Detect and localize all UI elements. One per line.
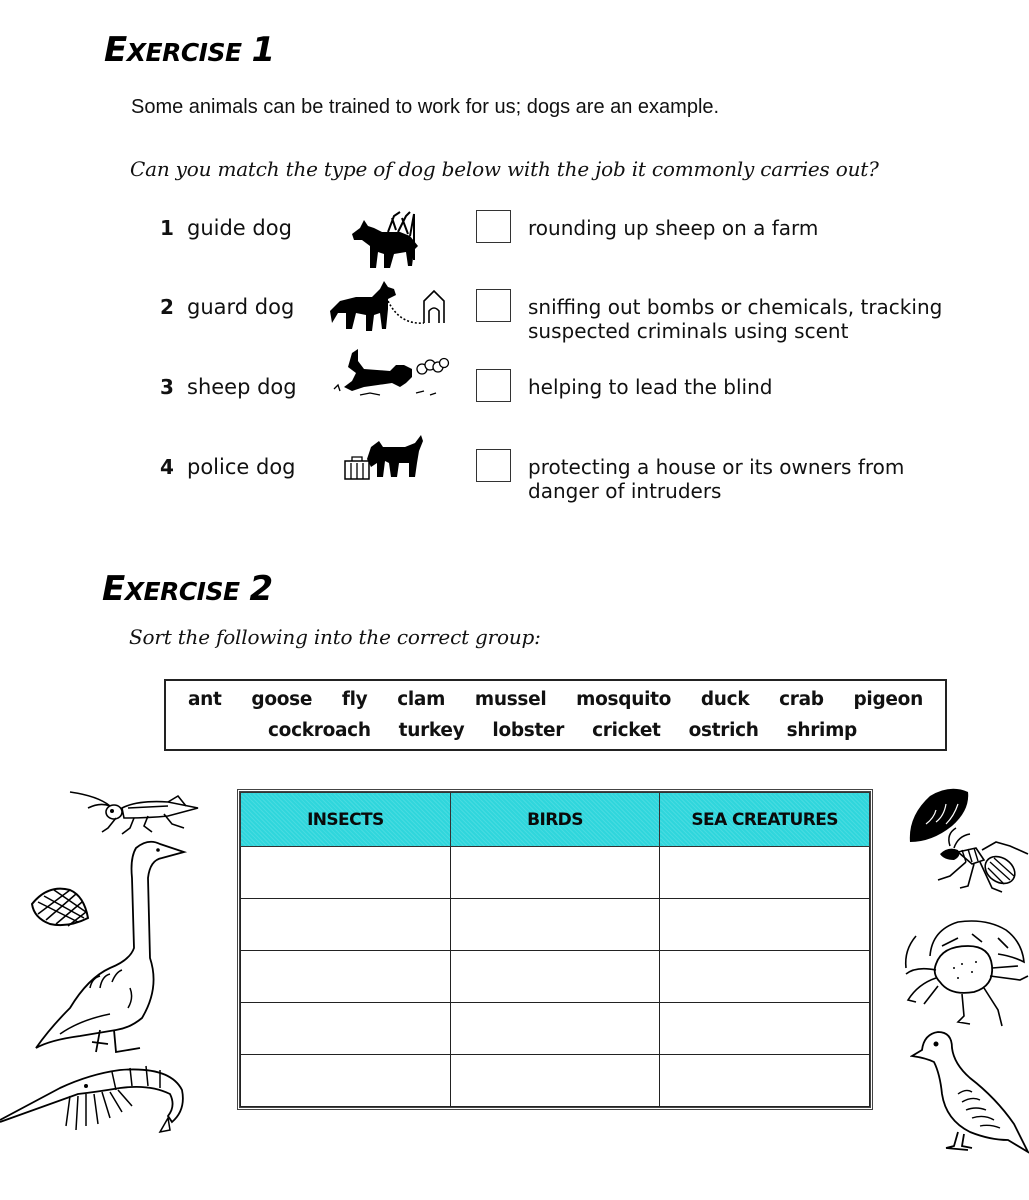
guard-dog-icon	[328, 279, 453, 339]
job-line: rounding up sheep on a farm	[528, 216, 819, 240]
title-number: 2	[249, 569, 273, 609]
answer-box-1[interactable]	[476, 210, 511, 243]
word-cockroach: cockroach	[268, 720, 371, 741]
cell-sea-creatures[interactable]	[660, 899, 870, 951]
title-initial: E	[104, 30, 127, 70]
word-duck: duck	[700, 689, 750, 710]
pigeon-icon	[910, 1028, 1029, 1158]
dog-name: police dog	[187, 455, 296, 479]
sheep-dog-icon	[330, 347, 455, 402]
cell-sea-creatures[interactable]	[660, 847, 870, 899]
title-number: 1	[251, 30, 275, 70]
police-dog-icon	[343, 433, 433, 485]
cell-sea-creatures[interactable]	[660, 951, 870, 1003]
answer-box-2[interactable]	[476, 289, 511, 322]
job-line: protecting a house or its owners from	[528, 455, 905, 479]
shrimp-icon	[0, 1060, 190, 1140]
guide-dog-icon	[348, 210, 428, 275]
dog-number: 4	[160, 455, 174, 479]
match-row-2	[160, 295, 990, 355]
job-line: danger of intruders	[528, 479, 722, 503]
header-birds: BIRDS	[450, 793, 660, 847]
match-row-4	[160, 455, 990, 515]
table-row	[241, 1003, 870, 1055]
cell-insects[interactable]	[241, 847, 451, 899]
exercise-2-instruction: Sort the following into the correct group:	[129, 625, 541, 649]
table-row	[241, 1055, 870, 1107]
table-row	[241, 951, 870, 1003]
cell-sea-creatures[interactable]	[660, 1055, 870, 1107]
cell-sea-creatures[interactable]	[660, 1003, 870, 1055]
header-insects: INSECTS	[241, 793, 451, 847]
cell-birds[interactable]	[450, 1003, 660, 1055]
title-rest: XERCISE	[126, 38, 242, 67]
dog-name: guide dog	[187, 216, 292, 240]
job-description-3	[528, 375, 988, 399]
word-cricket: cricket	[592, 720, 661, 741]
match-row-1	[160, 216, 990, 276]
job-line: sniffing out bombs or chemicals, tracking	[528, 295, 943, 319]
word-mussel: mussel	[474, 689, 547, 710]
title-initial: E	[102, 569, 125, 609]
header-sea-creatures: SEA CREATURES	[660, 793, 870, 847]
word-shrimp: shrimp	[786, 720, 857, 741]
word-crab: crab	[779, 689, 824, 710]
crab-icon	[902, 916, 1029, 1036]
exercise-1-intro: Some animals can be trained to work for us; dogs are an example.	[131, 96, 720, 118]
job-line: suspected criminals using scent	[528, 319, 849, 343]
word-pigeon: pigeon	[853, 689, 923, 710]
dog-number: 1	[160, 216, 174, 240]
cricket-icon	[68, 788, 203, 838]
dog-number: 3	[160, 375, 174, 399]
word-bank-line-2	[268, 720, 857, 741]
cell-birds[interactable]	[450, 899, 660, 951]
cell-birds[interactable]	[450, 847, 660, 899]
table-row	[241, 899, 870, 951]
exercise-1-instruction: Can you match the type of dog below with the job it commonly carries out?	[130, 157, 879, 181]
table-row	[241, 847, 870, 899]
word-bank-line-1	[188, 689, 923, 710]
word-goose: goose	[251, 689, 313, 710]
cell-insects[interactable]	[241, 899, 451, 951]
cell-insects[interactable]	[241, 951, 451, 1003]
answer-box-4[interactable]	[476, 449, 511, 482]
sorting-table	[237, 789, 873, 1110]
table-header-row	[241, 793, 870, 847]
cell-insects[interactable]	[241, 1003, 451, 1055]
dog-number: 2	[160, 295, 174, 319]
dog-name: sheep dog	[187, 375, 297, 399]
word-ostrich: ostrich	[688, 720, 759, 741]
cell-birds[interactable]	[450, 1055, 660, 1107]
dog-name: guard dog	[187, 295, 295, 319]
job-description-4	[528, 455, 988, 503]
word-bank	[164, 679, 947, 751]
job-description-2	[528, 295, 988, 343]
word-clam: clam	[397, 689, 446, 710]
exercise-1-title	[104, 30, 275, 70]
word-turkey: turkey	[398, 720, 465, 741]
ant-icon	[936, 826, 1029, 896]
match-row-3	[160, 375, 990, 435]
word-lobster: lobster	[492, 720, 565, 741]
goose-icon	[30, 838, 190, 1053]
exercise-2-title	[102, 569, 273, 609]
job-description-1	[528, 216, 988, 240]
word-ant: ant	[188, 689, 222, 710]
job-line: helping to lead the blind	[528, 375, 773, 399]
title-rest: XERCISE	[124, 577, 240, 606]
cell-insects[interactable]	[241, 1055, 451, 1107]
cell-birds[interactable]	[450, 951, 660, 1003]
answer-box-3[interactable]	[476, 369, 511, 402]
word-fly: fly	[341, 689, 368, 710]
word-mosquito: mosquito	[576, 689, 672, 710]
